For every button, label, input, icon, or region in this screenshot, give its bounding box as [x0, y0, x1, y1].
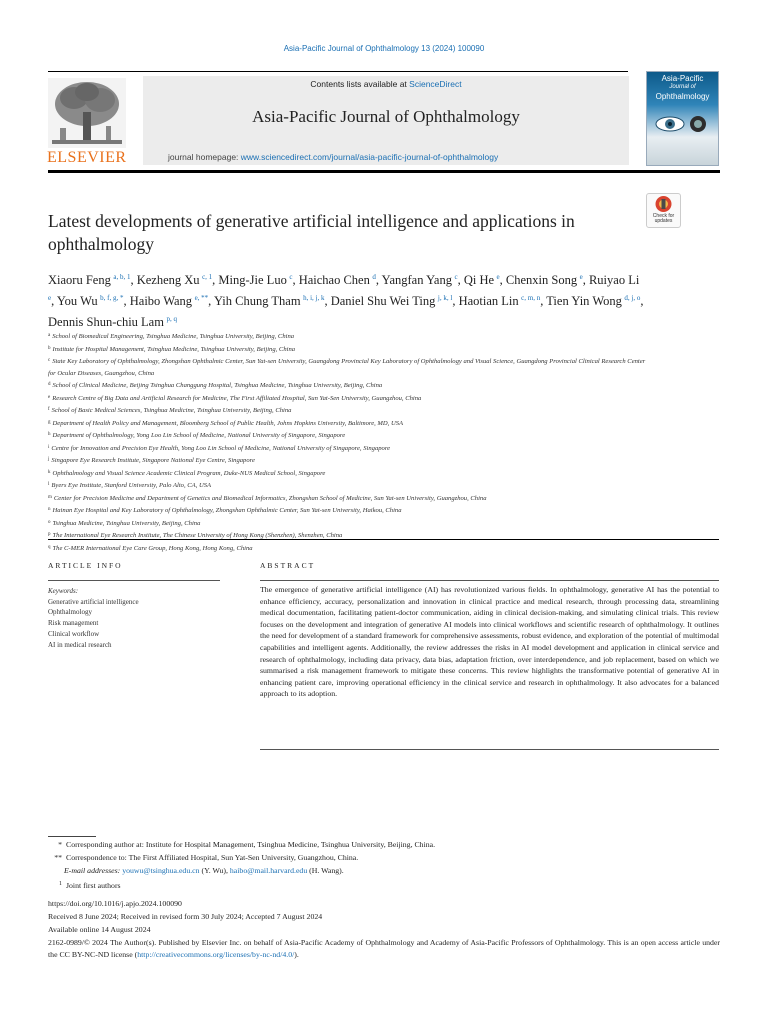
author[interactable] [459, 294, 541, 308]
affiliation-text: Centre for Innovation and Precision Eye Health, Yong Loo Lin School of Medicine, National University of Singapore, Singapore [51, 444, 391, 452]
cover-eye-icon [654, 114, 710, 134]
email-owner-wu: (Y. Wu), [199, 866, 230, 875]
author-affiliation-marks[interactable]: p, q [166, 315, 177, 323]
cover-title [648, 74, 717, 101]
author[interactable] [546, 294, 640, 308]
keywords-block [48, 586, 218, 650]
crossmark-icon [653, 195, 674, 213]
author-name: Qi He [463, 273, 495, 287]
affiliation-key: b [48, 345, 51, 351]
affiliation-text: Ophthalmology and Visual Science Academic Clinical Program, Duke-NUS Medical School, Singapore [52, 469, 326, 477]
author-affiliation-marks[interactable]: c, m, n [521, 294, 541, 302]
affiliation-item [48, 379, 648, 392]
affiliation-item [48, 492, 648, 505]
journal-homepage [168, 152, 498, 162]
author[interactable] [48, 273, 130, 287]
affiliation-text: School of Basic Medical Sciences, Tsinghua Medicine, Tsinghua University, Beijing, China [51, 407, 292, 414]
author-name: Xiaoru Feng [48, 273, 111, 287]
abstract-text: The emergence of generative artificial intelligence (AI) has revolutionized various fields. In ophthalmology, generative AI has the potential to enhance efficiency, accuracy, personalization and innovation in clinical practice and medical research, through processing data, streamlining medical documentation, facilitating patient-doctor communication, aiding in clinical decision-making, and simulating clinical trials. This review focuses on the development and integration of generative AI models into clinical workflows and scientific research of ophthalmology. It outlines the need for development of a standard framework for comprehensive assessments, robust evidence, and exploration of the potential of multimodal capabilities and intelligent agents. Additionally, the review addresses the risks in AI model development and application in clinical service and research of ophthalmology, including data privacy, data bias, adaptation friction, over interdependence, and job replacement, based on which we summarised a risk management framework to mitigate these concerns. This review highlights the transformative potential of generative AI in enhancing patient care, improving operational efficiency in the clinical service and research in ophthalmology. It also advocates for a balanced approach to its adoption. [260, 585, 719, 699]
affiliation-key: h [48, 432, 51, 437]
affiliation-key: e [48, 394, 51, 400]
affiliation-text: Institute for Hospital Management, Tsinghua Medicine, Tsinghua University, Beijing, China [52, 345, 296, 353]
author-name: Dennis Shun-chiu Lam [48, 315, 164, 329]
cover-title-line-3: Ophthalmology [655, 92, 710, 101]
affiliation-key: o [48, 519, 51, 525]
author-affiliation-marks[interactable]: d, j, o [624, 294, 641, 302]
cover-title-line-1: Asia-Pacific [661, 74, 704, 83]
author[interactable] [214, 294, 325, 308]
author-affiliation-marks[interactable]: c, 1 [202, 273, 213, 281]
affiliation-item [48, 467, 648, 480]
affiliation-key: k [48, 469, 51, 475]
affiliation-key: i [48, 444, 50, 450]
author-affiliation-marks[interactable]: d [372, 273, 376, 281]
affiliation-item [48, 392, 648, 405]
check-for-updates-label: Check for updates [652, 213, 675, 224]
masthead-top-rule [48, 71, 628, 72]
article-info-heading: ARTICLE INFO [48, 561, 123, 570]
author[interactable] [382, 273, 458, 287]
license-link[interactable]: http://creativecommons.org/licenses/by-nc-nd/4.0/ [137, 949, 295, 959]
doi-link[interactable]: https://doi.org/10.1016/j.apjo.2024.100090 [48, 899, 182, 908]
affiliation-item [48, 504, 648, 517]
keyword: Clinical workflow [48, 629, 100, 638]
journal-title: Asia-Pacific Journal of Ophthalmology [252, 107, 520, 126]
author-name: Chenxin Song [505, 273, 578, 287]
email-label: E-mail addresses: [64, 866, 121, 875]
keyword: Generative artificial intelligence [48, 597, 139, 606]
affiliation-list [48, 330, 648, 554]
affiliation-item [48, 479, 648, 492]
affiliation-item [48, 517, 648, 530]
author-affiliation-marks[interactable]: e [579, 273, 583, 281]
keyword: Ophthalmology [48, 608, 92, 617]
author-affiliation-marks[interactable]: a, b, 1 [113, 273, 131, 281]
author[interactable] [506, 273, 583, 287]
article-title: Latest developments of generative artificial intelligence and applications in ophthalmology [48, 211, 575, 254]
footnote-mark: * [58, 840, 62, 849]
affiliation-key: l [48, 482, 50, 487]
footnote-text: Joint first authors [66, 881, 121, 890]
author[interactable] [218, 273, 292, 287]
author-affiliation-marks[interactable]: j, k, l [437, 294, 453, 302]
footnote-corresponding-1 [48, 839, 748, 851]
author-affiliation-marks[interactable]: e [48, 294, 52, 302]
affiliation-item [48, 343, 648, 356]
section-top-rule [48, 539, 719, 540]
license-text: 2162-0989/© 2024 The Author(s). Published by Elsevier Inc. on behalf of Asia-Pacific Academy of Ophthalmology and Academy of Asia-Pacific Professors of Ophthalmology. This is an open access article under the CC BY-NC-ND license ( [48, 938, 720, 959]
footnote-text: Correspondence to: The First Affiliated Hospital, Sun Yat-Sen University, Guangzhou, China. [66, 853, 359, 862]
affiliation-item [48, 454, 648, 467]
author[interactable] [331, 294, 453, 308]
affiliation-item [48, 417, 648, 430]
affiliation-key: n [48, 507, 51, 512]
affiliation-text: Center for Precision Medicine and Department of Genetics and Biomedical Informatics, Zhongshan School of Medicine, Sun Yat-sen University, Guangzhou, China [53, 494, 487, 502]
author-name: Daniel Shu Wei Ting [330, 294, 436, 308]
elsevier-tree-logo [48, 78, 126, 148]
affiliation-text: Hainan Eye Hospital and Key Laboratory of Ophthalmology, Zhongshan Ophthalmic Center, Sun Yat-sen University, Haikou, China [52, 507, 402, 514]
email-link-wu[interactable]: youwu@tsinghua.edu.cn [122, 866, 200, 875]
abstract-top-rule [260, 580, 719, 581]
contents-line [143, 79, 629, 89]
affiliation-key: p [48, 532, 51, 537]
author-affiliation-marks[interactable]: h, i, j, k [303, 294, 325, 302]
author[interactable] [130, 294, 208, 308]
footnote-emails [48, 865, 748, 877]
author-name: Tien Yin Wong [546, 294, 622, 308]
author-list: Xiaoru Feng $^{a, b, 1}$, Kezheng Xu $^{c, 1}$, Ming-Jie Luo $^c$, Haichao Chen $^d$, Yangfan Yang $^c$, Qi He $^e$, Chenxin Song $^e$, Ruiyao Li $^e$, You Wu $^{b, f, g, *}$, Haibo Wang $^{e, **}$, Yih Chung Tham $^{h, i, j, k}$, Daniel Shu Wei Ting $^{j, k, l}$, Haotian Lin $^{c, m, n}$, Tien Yin Wong $^{d, j, o}$, Dennis Shun-chiu Lam $^{p, q}$ [48, 273, 644, 329]
footnote-joint-authors [48, 878, 748, 892]
affiliation-text: The International Eye Research Institute, The Chinese University of Hong Kong (Shenzhen), Shenzhen, China [52, 532, 343, 539]
sciencedirect-link[interactable]: ScienceDirect [409, 79, 462, 89]
author-affiliation-marks[interactable]: b, f, g, * [100, 294, 124, 302]
author[interactable] [299, 273, 376, 287]
keywords-list [48, 597, 218, 651]
keyword: Risk management [48, 619, 99, 628]
keyword: AI in medical research [48, 640, 112, 649]
author-name: Haichao Chen [298, 273, 370, 287]
received-dates: Received 8 June 2024; Received in revised form 30 July 2024; Accepted 7 August 2024 [48, 912, 323, 921]
affiliation-key: q [48, 544, 51, 550]
masthead-bottom-rule [48, 170, 720, 173]
author-name: Haotian Lin [458, 294, 519, 308]
footnote-mark: 1 [59, 881, 62, 887]
cover-title-line-2: Journal of [669, 84, 696, 90]
affiliation-item [48, 355, 648, 379]
author[interactable] [464, 273, 500, 287]
affiliation-text: State Key Laboratory of Ophthalmology, Zhongshan Ophthalmic Center, Sun Yat-sen University, Guangdong Provincial Key Laboratory of Ophthalmology and Visual Science, Guangdong Provincial Clinical Research Center for Ocular Diseases, Guangzhou, China [48, 358, 646, 377]
affiliation-item [48, 442, 648, 455]
affiliation-item [48, 330, 648, 343]
affiliation-key: m [48, 494, 52, 500]
author-affiliation-marks[interactable]: e [496, 273, 500, 281]
author[interactable] [57, 294, 124, 308]
keywords-label: Keywords: [48, 587, 79, 595]
affiliation-text: Byers Eye Institute, Stanford University, Palo Alto, CA, USA [51, 482, 212, 489]
affiliation-key: c [48, 358, 51, 363]
author[interactable] [137, 273, 212, 287]
affiliation-text: Department of Health Policy and Management, Bloomberg School of Public Health, Johns Hopkins University, Baltimore, MD, USA [52, 419, 404, 427]
affiliation-text: School of Clinical Medicine, Beijing Tsinghua Changgung Hospital, Tsinghua Medicine, Tsinghua University, Beijing, China [52, 382, 383, 389]
author[interactable] [48, 315, 177, 329]
author-name: Haibo Wang [129, 294, 193, 308]
contents-prefix: Contents lists available at [310, 79, 410, 89]
affiliation-key: f [48, 407, 50, 412]
license-statement [48, 937, 720, 961]
affiliation-key: g [48, 419, 51, 425]
homepage-label: journal homepage: [168, 152, 241, 162]
affiliation-key: d [48, 382, 51, 387]
abstract-bottom-rule [260, 749, 719, 750]
abstract-heading: ABSTRACT [260, 561, 316, 570]
affiliation-text: Department of Ophthalmology, Yong Loo Lin School of Medicine, National University of Singapore, Singapore [52, 432, 346, 439]
affiliation-item [48, 404, 648, 417]
article-info-rule [48, 580, 220, 581]
publisher-logo-text: ELSEVIER [47, 149, 127, 166]
author-name: Ming-Jie Luo [218, 273, 287, 287]
author-affiliation-marks[interactable]: c [289, 273, 293, 281]
email-link-wang[interactable]: haibo@mail.harvard.edu [229, 866, 308, 875]
online-date: Available online 14 August 2024 [48, 925, 151, 934]
affiliation-key: a [48, 333, 51, 338]
author-affiliation-marks[interactable]: e, ** [194, 294, 209, 302]
affiliation-text: Singapore Eye Research Institute, Singapore National Eye Centre, Singapore [51, 457, 255, 464]
footnote-corresponding-2 [48, 852, 748, 864]
author-name: Yih Chung Tham [213, 294, 301, 308]
footnote-rule [48, 836, 96, 837]
email-owner-wang: (H. Wang). [307, 866, 344, 875]
affiliation-key: j [48, 457, 50, 462]
author-name: Yangfan Yang [381, 273, 452, 287]
affiliation-item [48, 429, 648, 442]
author-name: You Wu [56, 294, 98, 308]
author-affiliation-marks[interactable]: c [454, 273, 458, 281]
affiliation-text: Research Centre of Big Data and Artificial Research for Medicine, The First Affiliated Hospital, Sun Yat-Sen University, Guangzhou, China [52, 394, 422, 402]
affiliation-item [48, 542, 648, 555]
journal-citation[interactable]: Asia-Pacific Journal of Ophthalmology 13 (2024) 100090 [283, 44, 485, 53]
license-end: ). [294, 949, 299, 959]
affiliation-text: Tsinghua Medicine, Tsinghua University, Beijing, China [52, 519, 201, 527]
footnote-mark: ** [54, 853, 62, 862]
affiliation-text: The C-MER International Eye Care Group, Hong Kong, Hong Kong, China [52, 544, 253, 552]
author-name: Kezheng Xu [136, 273, 200, 287]
author-name: Ruiyao Li [588, 273, 640, 287]
affiliation-text: School of Biomedical Engineering, Tsinghua Medicine, Tsinghua University, Beijing, China [52, 333, 295, 340]
homepage-link[interactable]: www.sciencedirect.com/journal/asia-pacific-journal-of-ophthalmology [240, 152, 499, 162]
footnote-text: Corresponding author at: Institute for Hospital Management, Tsinghua Medicine, Tsinghua University, Beijing, China. [66, 840, 436, 849]
